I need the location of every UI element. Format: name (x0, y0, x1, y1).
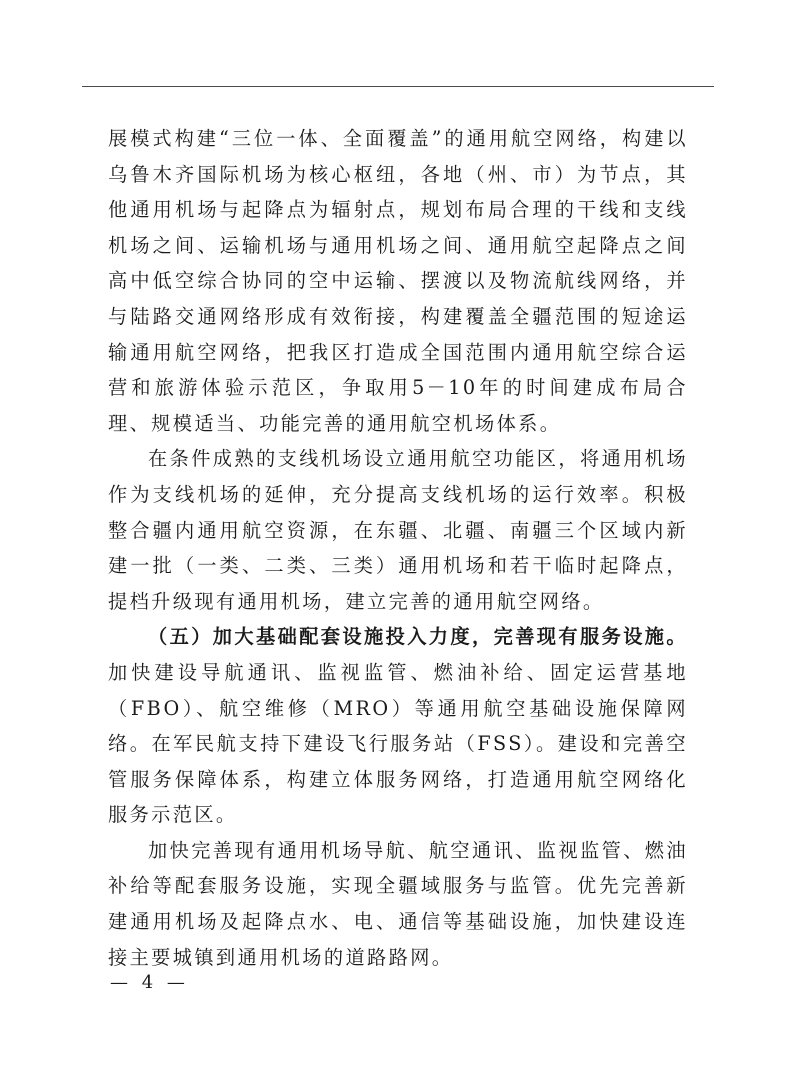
section-heading: （五）加大基础配套设施投入力度，完善现有服务设施。 (148, 625, 688, 649)
body-text (108, 121, 688, 975)
paragraph-1: 展模式构建“三位一体、全面覆盖”的通用航空网络，构建以乌鲁木齐国际机场为核心枢纽，各地（州、市）为节点，其他通用机场与起降点为辐射点，规划布局合理的干线和支线机场之间、运输机场与通用机场之间、通用航空起降点之间高中低空综合协同的空中运输、摆渡以及物流航线网络，并与陆路交通网络形成有效衔接，构建覆盖全疆范围的短途运输通用航空网络，把我区打造成全国范围内通用航空综合运营和旅游体验示范区，争取用5－10年的时间建成布局合理、规模适当、功能完善的通用航空机场体系。 (108, 127, 688, 435)
paragraph-4: 加快完善现有通用机场导航、航空通讯、监视监管、燃油补给等配套服务设施，实现全疆域服务与监管。优先完善新建通用机场及起降点水、电、通信等基础设施，加快建设连接主要城镇到通用机场的道路路网。 (108, 838, 688, 969)
paragraph-3-body: 加快建设导航通讯、监视监管、燃油补给、固定运营基地（FBO）、航空维修（MRO）等通用航空基础设施保障网络。在军民航支持下建设飞行服务站（FSS）。建设和完善空管服务保障体系，构建立体服务网络，打造通用航空网络化服务示范区。 (108, 660, 688, 827)
page-number: — 4 — (110, 972, 189, 993)
header-rule (82, 86, 714, 87)
paragraph-2: 在条件成熟的支线机场设立通用航空功能区，将通用机场作为支线机场的延伸，充分提高支线机场的运行效率。积极整合疆内通用航空资源，在东疆、北疆、南疆三个区域内新建一批（一类、二类、三类）通用机场和若干临时起降点，提档升级现有通用机场，建立完善的通用航空网络。 (108, 447, 688, 613)
paragraph-3 (108, 619, 688, 833)
